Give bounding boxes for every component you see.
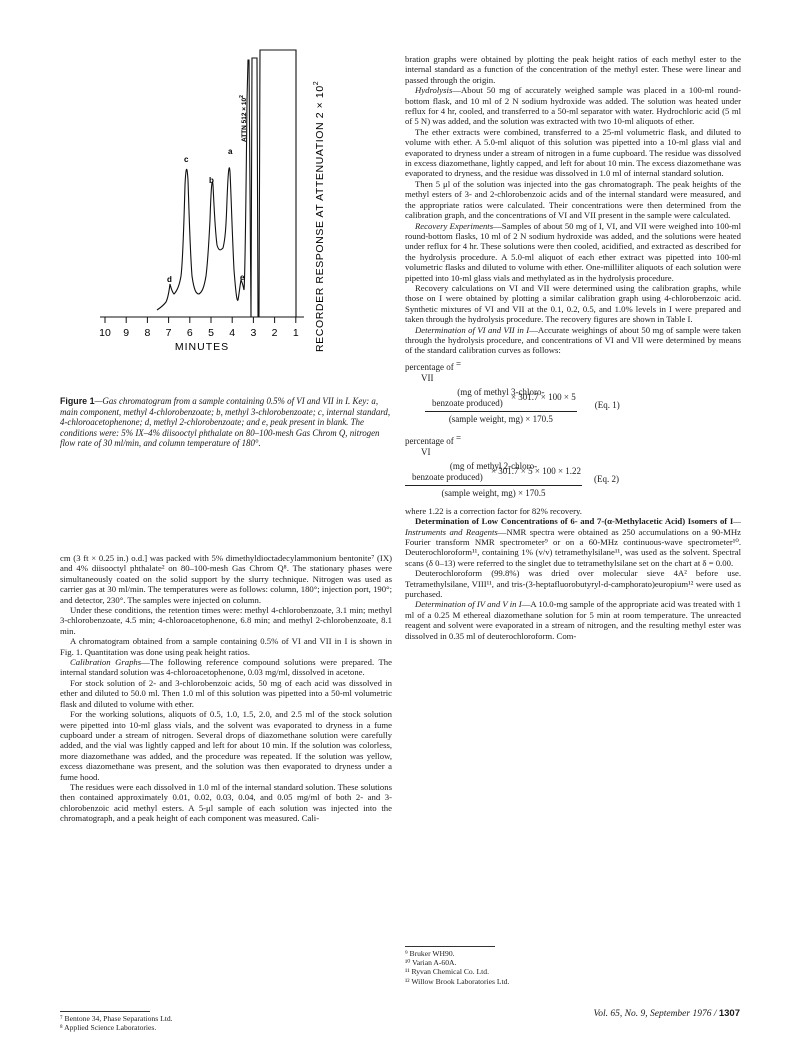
peak-label-e: e <box>240 273 245 282</box>
paragraph <box>405 127 741 179</box>
equation-2 <box>405 432 741 500</box>
y-axis-label: RECORDER RESPONSE AT ATTENUATION $2 \times 10^2$ <box>313 80 326 352</box>
peak-label-a: a <box>228 147 233 156</box>
paragraph-text: —About 50 mg of accurately weighed sample was placed in a 100-ml round-bottom flask, and 10 ml of 2 N sodium hydroxide was added. The solution was heated under reflux for 4 hr, cooled, and transferred to a 50-ml separator with water. Hydrochloric acid (5 ml of 5 N) was added, and the solution was extracted with two 10-ml aliquots of ether. <box>405 85 741 127</box>
x-tick-label: 4 <box>229 327 236 339</box>
paragraph <box>60 709 392 782</box>
paragraph <box>60 657 392 678</box>
paragraph <box>405 283 741 325</box>
footnote: ⁸ Applied Science Laboratories. <box>60 1023 157 1033</box>
eq1-fraction: (mg of methyl 3-chloro- benzoate produced) × 301.7 × 100 × 5 (Eq. 1) (sample weight, mg) × 170.5 <box>425 386 621 426</box>
footnote: ¹² Willow Brook Laboratories Ltd. <box>405 976 510 986</box>
subsection-heading: Determination of VI and VII in I <box>415 324 530 335</box>
left-footnote-rule <box>60 1011 150 1012</box>
paragraph <box>60 605 392 636</box>
paragraph <box>405 179 741 221</box>
attenuated-peak-outline <box>251 50 304 317</box>
page-number: 1307 <box>718 1008 740 1019</box>
paragraph-text: For the working solutions, aliquots of 0.5, 1.0, 1.5, 2.0, and 2.5 ml of the stock solution were pipetted into 10-ml glass vials, and the solvent was evaporated to dryness in a fume cupboard under a stream of nitrogen. Several drops of diazomethane solution were carefully added, and the vial was lightly capped and left for about 10 min. If the solution was colorless, more diazomethane was added, and the procedure was repeated. If the solution was yellow, excess diazomethane was present, and the solution was then evaporated to dryness under a fume hood. <box>60 709 392 782</box>
x-tick-label: 9 <box>123 327 130 339</box>
attenuation-note: ATTN $512 \times 10^2$ <box>239 95 248 142</box>
paragraph <box>405 85 741 127</box>
paragraph-text: A chromatogram obtained from a sample containing 0.5% of VI and VII in I is shown in Fig. 1. Quantitation was done using peak height ratios. <box>60 636 392 657</box>
paragraph-text: The ether extracts were combined, transferred to a 25-ml volumetric flask, and diluted to volume with ether. A 5.0-ml aliquot of this solution was pipetted into a 10-ml glass vial and evaporated to dryness under a stream of nitrogen in a fume cupboard. The residue was dissolved in excess diazomethane, lightly capped, and left for about 10 min. The excess diazomethane was evaporated to dryness, and the residue was dissolved in 1.0 ml of internal standard solution. <box>405 126 741 179</box>
paragraph <box>60 782 392 824</box>
subsection-heading: —Instruments and Reagents <box>405 516 741 537</box>
eq1-lhs: percentage of = VII <box>405 358 462 383</box>
journal-citation: Vol. 65, No. 9, September 1976 / <box>593 1009 719 1019</box>
paragraph <box>405 221 741 283</box>
page-footer <box>594 1008 740 1019</box>
right-footnote-rule <box>405 946 495 947</box>
subsection-heading: Determination of IV and V in I <box>415 599 522 610</box>
paragraph-text: The residues were each dissolved in 1.0 ml of the internal standard solution. These solutions then contained approximately 0.01, 0.02, 0.03, 0.04, and 0.05 mg/ml of both 2- and 3-chlorobenzoic acid methyl esters. A 5-μl sample of each solution was injected into the chromatograph, and a peak height of each component was measured. Cali- <box>60 781 392 824</box>
paragraph-text: Then 5 μl of the solution was injected into the gas chromatograph. The peak heights of the methyl esters of 3- and 2-chlorobenzoic acids and of the internal standard were measured, and the appropriate ratios were calculated. Their concentrations were then determined from the calibration graph, and the concentrations of VI and VII present in the sample were calculated. <box>405 178 741 221</box>
right-column-body-b <box>405 506 741 641</box>
x-tick-label: 6 <box>186 327 193 339</box>
x-axis-ticks <box>105 317 296 323</box>
paragraph-text: where 1.22 is a correction factor for 82% recovery. <box>405 505 582 516</box>
footnote: ⁹ Bruker WH90. <box>405 949 455 958</box>
paragraph-text: Under these conditions, the retention times were: methyl 4-chlorobenzoate, 3.1 min; methyl 3-chlorobenzoate, 4.5 min; 4-chloroacetophenone, 6.8 min; and methyl 2-chlorobenzoate, 8.1 min. <box>60 605 392 636</box>
eq2-fraction: (mg of methyl 2-chloro- benzoate produced) × 301.7 × 5 × 100 × 1.22 (Eq. 2) (sample weight, mg) × 170.5 <box>405 460 620 500</box>
figure-caption <box>60 396 392 449</box>
paragraph <box>405 599 741 641</box>
x-axis-tick-labels <box>99 327 299 339</box>
eq2-lhs: percentage of = VI <box>405 432 462 457</box>
left-column <box>60 553 392 824</box>
paragraph-text: —The following reference compound solutions were prepared. The internal standard solution was 4-chloroacetophenone, 0.03 mg/ml, dissolved in acetone. <box>60 657 392 678</box>
x-tick-label: 1 <box>292 327 299 339</box>
paragraph <box>60 678 392 709</box>
x-tick-label: 10 <box>99 327 111 339</box>
paragraph-text: Recovery calculations on VI and VII were determined using the calibration graphs, while those on I were obtained by plotting a similar calibration graph using 4-chlorobenzoic acid. Synthetic mixtures of VI and VII at the 0.1, 0.2, 0.5, and 1.0% levels in I were prepared and taken through the hydrolysis procedure. The recovery figures are shown in Table I. <box>405 282 741 325</box>
peak-label-b: b <box>209 176 214 185</box>
footnote: ⁷ Bentone 34, Phase Separations Ltd. <box>60 1014 173 1023</box>
caption-text: —Gas chromatogram from a sample containing 0.5% of VI and VII in I. Key: a, main component, methyl 4-chlorobenzoate; b, methyl 3-chlorobenzoate; c, internal standard, 4-chloroacetophenone; d, methyl 2-chlorobenzoate; and e, peak present in blank. The conditions were: 5% IX–4% diisooctyl phthalate on 80–100-mesh Gas Chrom Q, nitrogen flow rate of 30 ml/min, and column temperature of 180°. <box>60 396 391 449</box>
x-tick-label: 5 <box>208 327 214 339</box>
paragraph <box>60 553 392 605</box>
paragraph-text: —A 10.0-mg sample of the appropriate acid was treated with 1 ml of a 0.25 M ethereal diazomethane solution for 5 min at room temperature. The unreacted reagent and solvent were evaporated in a stream of nitrogen, and the resulting methyl ester was dissolved in 0.35 ml of deuterochloroform. Com- <box>405 599 741 641</box>
subsection-heading: Recovery Experiments <box>415 220 494 231</box>
section-heading: Determination of Low Concentrations of 6- and 7-(α-Methylacetic Acid) Isomers of I <box>415 516 734 527</box>
peak-label-d: d <box>167 275 172 284</box>
paragraph-text: —Samples of about 50 mg of I, VI, and VII were weighed into 100-ml round-bottom flasks, 10 ml of 2 N sodium hydroxide was added, and the solutions were heated under reflux for 4 hr. These solutions were then cooled, acidified, and extracted as described for the hydrolysis procedure. A 5.0-ml aliquot of each ether extract was pipetted into 100-ml volumetric flasks and diluted to volume with ether. One-milliliter aliquots of each solution were pipetted into 10-ml glass vials and methylated as in the hydrolysis procedure. <box>405 220 741 283</box>
paragraph <box>405 506 741 516</box>
right-column <box>405 54 741 641</box>
paragraph-text: —Accurate weighings of about 50 mg of sample were taken through the hydrolysis procedure, and concentrations of VI and VII were determined by means of the standard calibration curves as follows: <box>405 324 741 356</box>
paragraph-text: cm (3 ft × 0.25 in.) o.d.] was packed with 5% dimethyldioctadecylammonium bentonite⁷ (IX) and 4% diisooctyl phthalate² on 80–100-mesh Gas Chrom Q⁸. The stationary phases were simultaneously coated on the solid support by the slurry technique. Nitrogen was used as carrier gas at 30 ml/min. The temperatures were as follows: column, 180°; injection port, 190°; and detector, 230°. The samples were injected on column. <box>60 553 392 605</box>
x-tick-label: 8 <box>144 327 151 339</box>
paragraph-text: For stock solution of 2- and 3-chlorobenzoic acids, 50 mg of each acid was dissolved in ether and diluted to 50.0 ml. Then 1.0 ml of this solution was pipetted into a 50-ml volumetric flask and diluted to volume with ether. <box>60 677 392 709</box>
equation-1 <box>405 358 741 426</box>
paragraph <box>405 516 741 568</box>
paragraph-text: —NMR spectra were obtained as 250 accumulations on a 90-MHz Fourier transform NMR spectrometer⁹ or on a 60-MHz continuous-wave spectrometer¹⁰. Deuterochloroform¹¹, containing 1% (v/v) tetramethylsilane¹¹, was used as the solvent. Spectral scans (δ 0–13) were referred to the singlet due to tetramethylsilane set on the chart at δ = 0.00. <box>405 526 742 568</box>
left-footnotes <box>60 1014 390 1032</box>
subsection-heading: Hydrolysis <box>415 85 453 96</box>
footnote: ¹⁰ Varian A-60A. <box>405 958 457 968</box>
x-axis-label: MINUTES <box>174 341 230 353</box>
caption-lead: Figure 1 <box>60 396 95 406</box>
right-footnotes <box>405 949 735 986</box>
right-column-body-a <box>405 54 741 356</box>
peak-label-c: c <box>184 155 189 164</box>
chromatogram-plot <box>60 40 392 400</box>
paragraph <box>405 568 741 599</box>
paragraph <box>405 54 741 85</box>
chromatogram-figure <box>60 40 392 400</box>
x-tick-label: 3 <box>250 327 257 339</box>
x-tick-label: 7 <box>165 327 172 339</box>
paragraph-text: bration graphs were obtained by plotting the peak height ratios of each methyl ester to the internal standard as a function of the concentration of the methyl ester. These were linear and passed through the origin. <box>405 54 741 85</box>
paragraph-text: Deuterochloroform (99.8%) was dried over molecular sieve 4A² before use. Tetramethylsilane, VIII¹¹, and tris-(3-heptafluorobutyryl-d-camphorato)europium¹² were used as purchased. <box>405 568 741 600</box>
subsection-heading: Calibration Graphs <box>70 657 142 668</box>
paragraph <box>405 325 741 356</box>
paragraph <box>60 636 392 657</box>
footnote: ¹¹ Ryvan Chemical Co. Ltd. <box>405 967 489 977</box>
x-tick-label: 2 <box>271 327 278 339</box>
